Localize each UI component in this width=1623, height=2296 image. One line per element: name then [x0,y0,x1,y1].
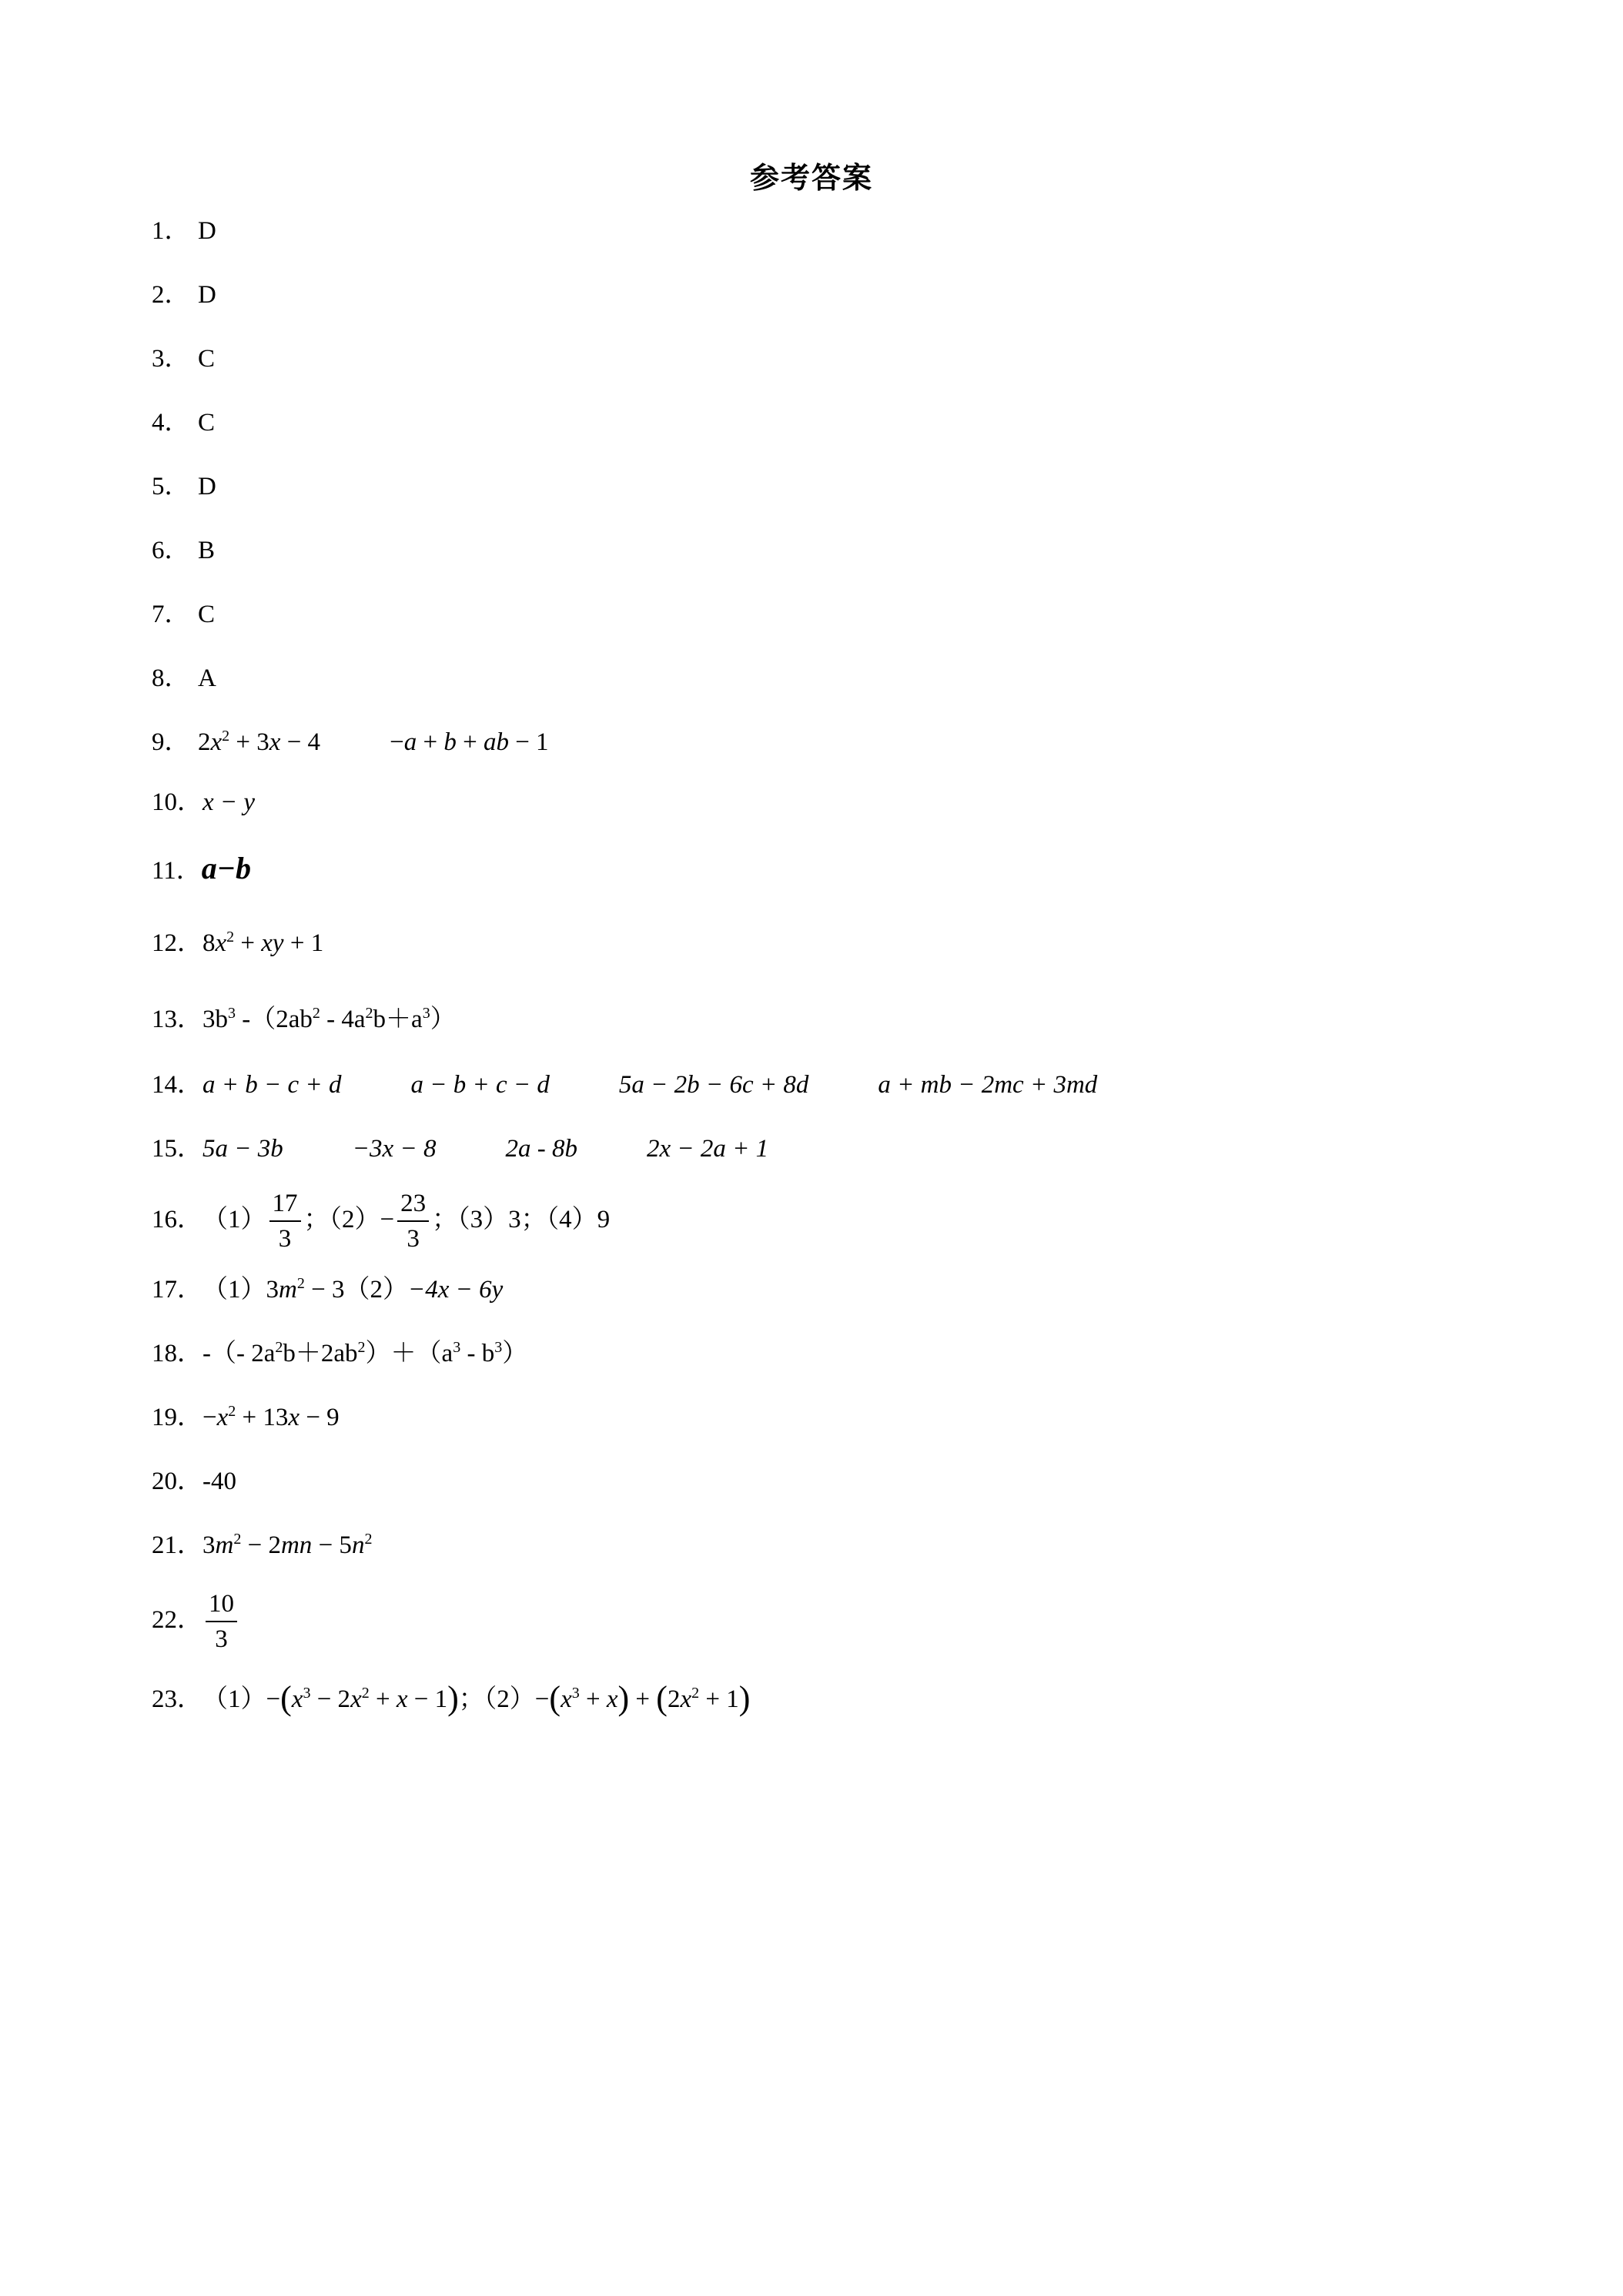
question-number: 11． [152,857,202,885]
answer-text: -40 [202,1468,236,1495]
question-number: 14． [152,1071,202,1099]
question-number: 6． [152,537,190,564]
page-title: 参考答案 [749,161,873,195]
answer-expression-1: 5a − 3b [202,1135,283,1163]
answer-text: D [198,473,216,500]
answer-row-8 [152,663,216,694]
answer-expression-1: $2x^2 + 3x - 4$ [198,728,321,756]
answer-expression: $3b^3$ $-(2ab^2 - 4a^2b+a^3)$ [202,1005,456,1033]
part-label: （1） [202,1206,266,1233]
fraction-1 [269,1186,301,1256]
answer-row-14 [152,1069,1097,1100]
question-number: 2． [152,281,190,309]
answer-row-3 [152,343,215,374]
answer-text: C [198,345,216,373]
question-number: 13． [152,1006,202,1033]
answer-row-13 [152,1004,456,1035]
answer-row-23 [152,1679,751,1717]
question-number: 18． [152,1340,202,1367]
answer-text: B [198,537,216,564]
remaining-answers: ；（3）3；（4）9 [432,1206,611,1233]
answer-row-6 [152,535,215,566]
question-number: 12． [152,929,202,957]
fraction [206,1587,237,1656]
answer-text: D [198,217,216,245]
answer-text: A [198,664,216,692]
question-number: 20． [152,1468,202,1495]
answer-expression-2: −3x − 8 [352,1135,437,1163]
answer-text: C [198,409,216,437]
answer-expression-4: a + mb − 2mc + 3md [878,1071,1098,1099]
answer-row-5 [152,471,216,502]
fraction-2 [397,1186,429,1256]
question-number: 4． [152,409,190,437]
fraction-denominator: 3 [215,1625,228,1654]
part-label: ；（2） [458,1685,535,1713]
question-number: 8． [152,664,190,692]
answer-expression: $-x^2 + 13x - 9$ [202,1403,340,1431]
answer-expression-2: $-(x^3 + x) + (2x^2 + 1)$ [534,1679,751,1717]
answer-text: D [198,281,216,309]
fraction-numerator: 10 [206,1587,237,1622]
answer-row-15 [152,1133,768,1164]
part-label: （1） [202,1276,266,1304]
question-number: 1． [152,217,190,245]
answer-expression-1: $-(x^3 - 2x^2 + x - 1)$ [266,1679,459,1717]
answer-row-19 [152,1402,340,1433]
answer-expression-4: 2x − 2a + 1 [646,1135,769,1163]
question-number: 3． [152,345,190,373]
answer-row-9 [152,727,549,758]
fraction-denominator: 3 [278,1225,292,1253]
answer-expression-2: a − b + c − d [410,1071,550,1099]
answer-row-22 [152,1586,240,1656]
fraction-numerator: 23 [397,1186,429,1222]
answer-expression: $3m^2 - 2mn - 5n^2$ [202,1531,373,1559]
question-number: 17． [152,1276,202,1304]
answer-expression-3: 2a - 8b [505,1135,577,1163]
answer-expression-2: −4x − 6y [407,1276,504,1304]
answer-row-12 [152,928,323,959]
answer-expression: $8x^2$ + xy + 1 [202,929,324,957]
answer-text: C [198,601,216,628]
answer-expression: a−b [201,851,252,885]
answer-expression-2: −a + b + ab − 1 [390,728,549,756]
fraction-numerator: 17 [269,1186,301,1222]
answer-row-17 [152,1274,503,1305]
answer-row-20 [152,1466,236,1497]
part-label: （1） [202,1685,266,1713]
answer-row-16 [152,1186,610,1256]
question-number: 21． [152,1531,202,1559]
answer-expression: -（- $2a^2b+2ab^2)+(a^3 - b^3)$ [202,1339,528,1367]
question-number: 15． [152,1135,202,1163]
answer-expression-1: $3m^2 - 3$ [266,1275,345,1304]
question-number: 9． [152,728,190,756]
answer-expression-1: a + b − c + d [202,1071,342,1099]
question-number: 7． [152,601,190,628]
answer-row-7 [152,599,215,630]
separator: ；（2）− [303,1206,395,1233]
answer-expression: x − y [202,788,256,816]
answer-expression-3: 5a − 2b − 6c + 8d [618,1071,809,1099]
answer-row-10 [152,787,255,818]
question-number: 5． [152,473,190,500]
answer-row-18 [152,1338,527,1369]
question-number: 16． [152,1206,202,1233]
question-number: 19． [152,1404,202,1431]
answer-row-21 [152,1530,372,1561]
answer-row-4 [152,407,215,438]
question-number: 22． [152,1606,202,1634]
answer-row-1 [152,216,216,246]
fraction-denominator: 3 [407,1225,420,1253]
answer-row-2 [152,279,216,310]
answer-row-11 [152,853,251,886]
question-number: 23． [152,1685,202,1713]
part-label: （2） [344,1276,408,1304]
question-number: 10． [152,788,202,816]
